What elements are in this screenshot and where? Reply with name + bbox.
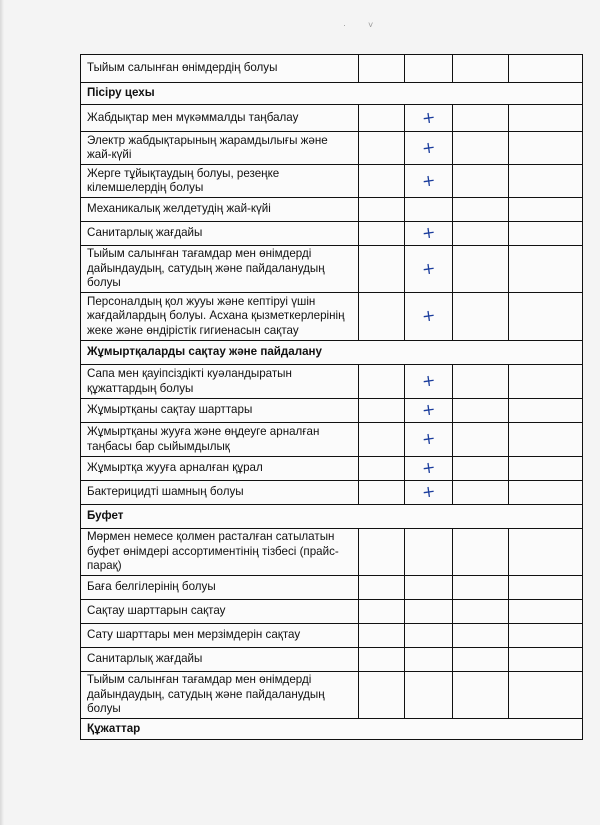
checklist-row — [81, 55, 583, 83]
check-cell-4 — [509, 481, 583, 505]
check-cell-3 — [453, 648, 509, 672]
check-cell-3 — [453, 624, 509, 648]
check-cell-4 — [509, 529, 583, 576]
check-cell-4 — [509, 672, 583, 719]
check-cell-2 — [405, 529, 453, 576]
section-title: Буфет — [81, 505, 583, 529]
check-cell-4 — [509, 600, 583, 624]
check-cell-2 — [405, 672, 453, 719]
check-cell-2 — [405, 481, 453, 505]
checklist-item-label: Тыйым салынған өнімдердің болуы — [81, 55, 359, 83]
scan-speck: · — [343, 20, 346, 30]
check-cell-1 — [359, 624, 405, 648]
check-cell-1 — [359, 600, 405, 624]
checklist-item-label: Сапа мен қауіпсіздікті куәландыратын құжаттардың болуы — [81, 365, 359, 399]
check-cell-3 — [453, 55, 509, 83]
checklist-item-label: Санитарлық жағдайы — [81, 648, 359, 672]
checklist-item-label: Персоналдың қол жууы және кептіруі үшін жағдайлардың болуы. Асхана қызметкерлерінің жеке және өндірістік гигиенасын сақтау — [81, 293, 359, 341]
checklist-item-label: Жұмыртқа жууға арналған құрал — [81, 457, 359, 481]
checklist-row — [81, 105, 583, 132]
handwritten-check-mark: + — [420, 222, 437, 244]
check-cell-1 — [359, 132, 405, 165]
checklist-item-label: Мөрмен немесе қолмен расталған сатылатын буфет өнімдері ассортиментінің тізбесі (прайс-парақ) — [81, 529, 359, 576]
check-cell-1 — [359, 293, 405, 341]
checklist-item-label: Сату шарттары мен мерзімдерін сақтау — [81, 624, 359, 648]
check-cell-4 — [509, 165, 583, 198]
check-cell-1 — [359, 55, 405, 83]
checklist-item-label: Санитарлық жағдайы — [81, 222, 359, 246]
check-cell-2 — [405, 423, 453, 457]
check-cell-1 — [359, 222, 405, 246]
check-cell-4 — [509, 246, 583, 293]
check-cell-3 — [453, 132, 509, 165]
checklist-row — [81, 132, 583, 165]
check-cell-3 — [453, 576, 509, 600]
check-cell-1 — [359, 399, 405, 423]
check-cell-3 — [453, 293, 509, 341]
check-cell-2 — [405, 55, 453, 83]
check-cell-1 — [359, 672, 405, 719]
checklist-row — [81, 198, 583, 222]
handwritten-check-mark: + — [420, 257, 437, 279]
handwritten-check-mark: + — [420, 481, 437, 503]
checklist-row — [81, 399, 583, 423]
check-cell-3 — [453, 222, 509, 246]
check-cell-2 — [405, 399, 453, 423]
check-cell-1 — [359, 423, 405, 457]
checklist-item-label: Жұмыртқаны сақтау шарттары — [81, 399, 359, 423]
check-cell-4 — [509, 222, 583, 246]
check-cell-2 — [405, 648, 453, 672]
check-cell-3 — [453, 198, 509, 222]
checklist-row — [81, 576, 583, 600]
inspection-checklist-table — [80, 54, 583, 740]
check-cell-4 — [509, 293, 583, 341]
check-cell-2 — [405, 624, 453, 648]
check-cell-4 — [509, 576, 583, 600]
checklist-item-label: Жабдықтар мен мүкәммалды таңбалау — [81, 105, 359, 132]
check-cell-4 — [509, 365, 583, 399]
checklist-item-label: Тыйым салынған тағамдар мен өнімдерді дайындаудың, сатудың және пайдаланудың болуы — [81, 246, 359, 293]
check-cell-1 — [359, 481, 405, 505]
scan-edge-shadow — [0, 0, 4, 825]
section-header-row — [81, 505, 583, 529]
check-cell-1 — [359, 198, 405, 222]
checklist-item-label: Сақтау шарттарын сақтау — [81, 600, 359, 624]
check-cell-2 — [405, 132, 453, 165]
section-title: Жұмыртқаларды сақтау және пайдалану — [81, 341, 583, 365]
check-cell-2 — [405, 198, 453, 222]
checklist-row — [81, 457, 583, 481]
check-cell-4 — [509, 132, 583, 165]
section-title: Пісіру цехы — [81, 83, 583, 105]
check-cell-3 — [453, 600, 509, 624]
check-cell-4 — [509, 105, 583, 132]
check-cell-3 — [453, 457, 509, 481]
scan-speck: ˅ — [368, 20, 374, 30]
handwritten-check-mark: + — [420, 457, 437, 479]
checklist-row — [81, 600, 583, 624]
check-cell-1 — [359, 365, 405, 399]
check-cell-1 — [359, 648, 405, 672]
checklist-row — [81, 365, 583, 399]
checklist-row — [81, 624, 583, 648]
check-cell-1 — [359, 529, 405, 576]
section-header-row — [81, 341, 583, 365]
check-cell-3 — [453, 529, 509, 576]
check-cell-4 — [509, 423, 583, 457]
handwritten-check-mark: + — [420, 370, 437, 392]
checklist-row — [81, 423, 583, 457]
handwritten-check-mark: + — [420, 399, 437, 421]
check-cell-1 — [359, 246, 405, 293]
section-header-row — [81, 719, 583, 740]
check-cell-2 — [405, 222, 453, 246]
checklist-row — [81, 648, 583, 672]
check-cell-1 — [359, 105, 405, 132]
check-cell-3 — [453, 365, 509, 399]
checklist-row — [81, 672, 583, 719]
checklist-row — [81, 293, 583, 341]
checklist-row — [81, 222, 583, 246]
checklist-row — [81, 165, 583, 198]
check-cell-3 — [453, 399, 509, 423]
section-title: Құжаттар — [81, 719, 583, 740]
checklist-item-label: Тыйым салынған тағамдар мен өнімдерді дайындаудың, сатудың және пайдаланудың болуы — [81, 672, 359, 719]
check-cell-4 — [509, 457, 583, 481]
check-cell-3 — [453, 246, 509, 293]
checklist-item-label: Механикалық желдетудің жай-күйі — [81, 198, 359, 222]
check-cell-4 — [509, 624, 583, 648]
check-cell-1 — [359, 576, 405, 600]
section-header-row — [81, 83, 583, 105]
handwritten-check-mark: + — [420, 136, 437, 158]
check-cell-3 — [453, 423, 509, 457]
checklist-item-label: Баға белгілерінің болуы — [81, 576, 359, 600]
handwritten-check-mark: + — [420, 169, 437, 191]
check-cell-2 — [405, 293, 453, 341]
handwritten-check-mark: + — [420, 305, 437, 327]
checklist-item-label: Электр жабдықтарының жарамдылығы және жай-күйі — [81, 132, 359, 165]
check-cell-2 — [405, 246, 453, 293]
check-cell-2 — [405, 365, 453, 399]
check-cell-3 — [453, 105, 509, 132]
check-cell-3 — [453, 165, 509, 198]
check-cell-3 — [453, 481, 509, 505]
check-cell-1 — [359, 165, 405, 198]
checklist-item-label: Жерге тұйықтаудың болуы, резеңке кілемшелердің болуы — [81, 165, 359, 198]
check-cell-2 — [405, 600, 453, 624]
checklist-row — [81, 481, 583, 505]
checklist-row — [81, 529, 583, 576]
check-cell-2 — [405, 576, 453, 600]
check-cell-2 — [405, 457, 453, 481]
check-cell-4 — [509, 55, 583, 83]
check-cell-1 — [359, 457, 405, 481]
checklist-row — [81, 246, 583, 293]
check-cell-2 — [405, 165, 453, 198]
checklist-item-label: Жұмыртқаны жууға және өңдеуге арналған таңбасы бар сыйымдылық — [81, 423, 359, 457]
check-cell-3 — [453, 672, 509, 719]
check-cell-4 — [509, 648, 583, 672]
handwritten-check-mark: + — [420, 106, 437, 128]
check-cell-2 — [405, 105, 453, 132]
handwritten-check-mark: + — [420, 428, 437, 450]
check-cell-4 — [509, 399, 583, 423]
check-cell-4 — [509, 198, 583, 222]
checklist-item-label: Бактерицидті шамның болуы — [81, 481, 359, 505]
